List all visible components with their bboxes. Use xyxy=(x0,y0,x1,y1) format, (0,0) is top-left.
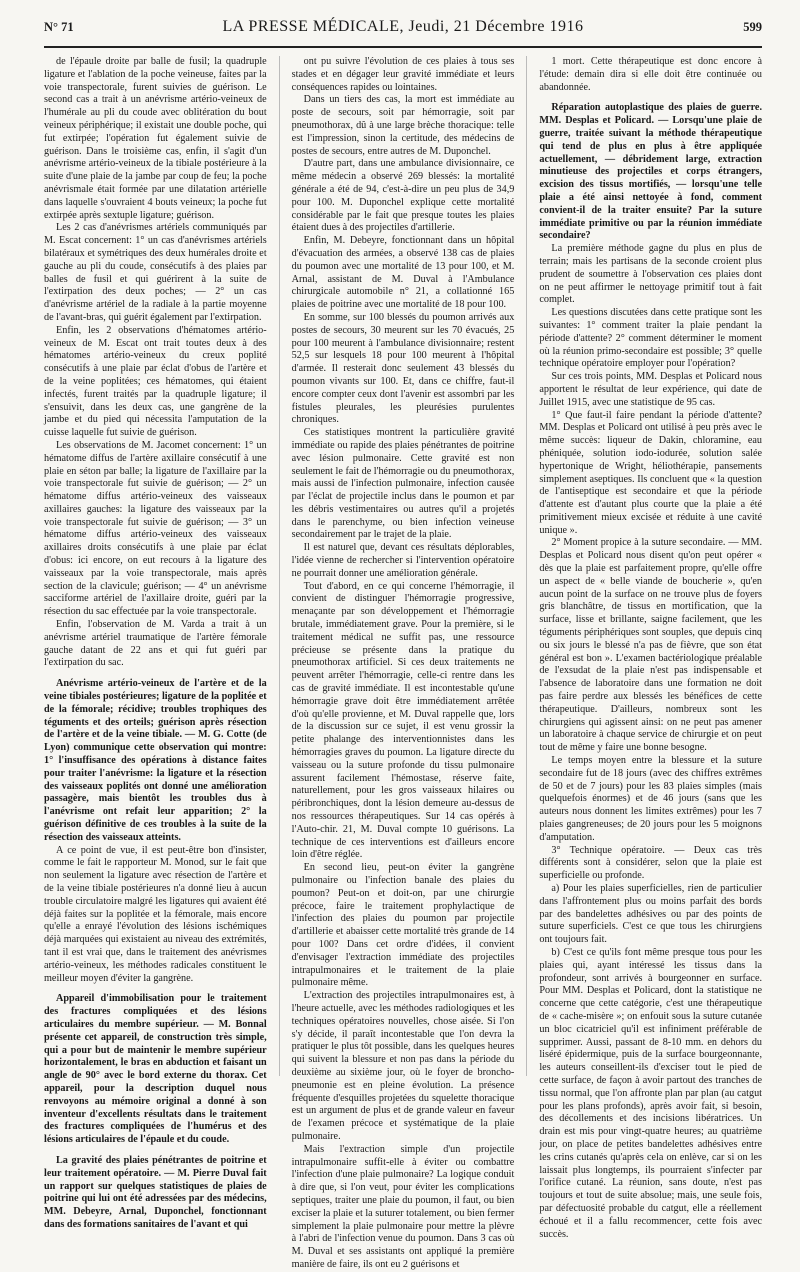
paragraph: Mais l'extraction simple d'un projectile intrapulmonaire suffit-elle à éviter ou combattre l'infection d'une plaie pulmonaire? La logique conduit à dire que, si l'on veut, pour éviter les complications septiques, traiter une plaie du poumon, il faut, ou bien exciser la plaie et la suturer totalement, ou bien fermer simplement la plaie pulmonaire pour mettre la plèvre à l'abri de l'infection venue du poumon. Dans 3 cas où M. Duval et ses assistants ont appliqué la première manière de faire, ils ont eu 2 guérisons et xyxy=(291,1143,515,1270)
paragraph: Tout d'abord, en ce qui concerne l'hémorragie, il convient de distinguer l'hémorragie progressive, menaçante par son développement et l'hémorragie brutale, immédiatement grave. Pour la première, si le traitement médical ne suffit pas, une ressource précieuse se présente dans la pratique du pneumothorax artificiel. Si ces deux traitements ne peuvent arrêter l'hémorragie, celle-ci rentre dans les cas de gravité immédiate. Il est incontestable qu'une hémorragie grave doit être immédiatement arrêtée d'où qu'elle provienne, et M. Duval rappelle que, lors de la discussion sur ce sujet, il est venu grossir la petite phalange des interventionnistes dans les hémorragies graves du poumon. La ligature directe du vaisseau ou la suture profonde du tissu pulmonaire assurent facilement l'hémostase, réserve faite, naturellement, pour les gros vaisseaux hilaires ou péribronchiques, dont la lésion demeure au-dessus de nos ressources thérapeutiques. Sur 14 cas opérés à l'Auto-chir. 21, M. Duval compte 10 guérisons. La technique de ces interventions est d'ailleurs encore loin d'être réglée. xyxy=(291,580,515,861)
paragraph: Enfin, les 2 observations d'hématomes artério-veineux de M. Escat ont trait toutes deux à des hématomes artério-veineux du creux poplité consécutifs à une plaie par éclat d'obus de l'artère et de la veine poplitées; ces hématomes, qui étaient infectés, furent traités par la quadruple ligature; il s'ensuivit, dans les deux cas, une gangrène de la jambe et du pied qui nécessita l'amputation de la cuisse laquelle fut suivie de guérison. xyxy=(44,324,267,439)
page-number: 599 xyxy=(743,20,762,34)
paragraph: Sur ces trois points, MM. Desplas et Policard nous apportent le résultat de leur expérience, qui date de Juillet 1915, avec une statistique de 95 cas. xyxy=(539,371,763,408)
paragraph: 1° Que faut-il faire pendant la période d'attente? MM. Desplas et Policard ont utilisé à peu près avec le même succès: liqueur de Dakin, chloramine, eau phéniquée, solution iodo-iodurée, solution salée hypertonique de Wright, héliothérapie, pansements simplement aseptiques. Ils concluent que « la question de l'antiseptique est secondaire et que la période d'attente est d'autant plus courte que la plaie a été primitivement mieux excisée et réduite à une cavité unique ». xyxy=(539,409,763,536)
column-divider xyxy=(279,56,280,1076)
paragraph: Les 2 cas d'anévrismes artériels communiqués par M. Escat concernent: 1° un cas d'anévrismes artériels bilatéraux et symétriques des deux humérales droite et gauche au pli du coude, consécutifs à des plaies par balles de fusil et qui guérirent à la suite de l'extirpation des deux poches; — 2° un cas d'anévrisme artériel de la radiale à la partie moyenne de l'avant-bras, qui guérit également par l'extirpation. xyxy=(44,222,267,323)
paragraph: Les observations de M. Jacomet concernent: 1° un hématome diffus de l'artère axillaire consécutif à une plaie en séton par balle; la ligature de l'axillaire par la voie transpectorale fut suivie de guérison; — 2° un hématome diffus artério-veineux des vaisseaux axillaires gauches: la ligature des vaisseaux par la voie transpectorale fut suivie de guérison; — 3° un hématome diffus artério-veineux des vaisseaux axillaires droits consécutifs à une plaie par éclat d'obus: ici encore, on eut recours à la ligature des vaisseaux par la voie transpectorale, mais après section de la clavicule; guérison; — 4° un anévrisme sacciforme artériel de l'axillaire droite, guéri par la résection du sac effectuée par la voie transpectorale. xyxy=(44,439,267,618)
paragraph: Dans un tiers des cas, la mort est immédiate au poste de secours, soit par hémorragie, soit par pneumothorax, dû à une large brèche thoracique: telle est l'impression, sinon la certitude, des médecins de postes de secours, entre autres de M. Duponchel. xyxy=(291,94,515,157)
page-header xyxy=(44,18,762,42)
paragraph: Ces statistiques montrent la particulière gravité immédiate ou rapide des plaies pénétrantes de poitrine avec lésion pulmonaire. Cette gravité est non seulement le fait de l'hémorragie ou du pneumothorax, mais aussi de l'infection pulmonaire, infection causée par l'éclat de projectile inclus dans le poumon et par les débris vestimentaires ou autres qu'il a projetés dans le parenchyme, ou bien infection veineuse secondairement par le trajet de la plaie. xyxy=(291,427,515,541)
section-paragraph: Réparation autoplastique des plaies de guerre. MM. Desplas et Policard. — Lorsqu'une plaie de guerre, traitée suivant la méthode thérapeutique qui tend de plus en plus à être appliquée actuellement, — débridement large, extraction minutieuse des projectiles et corps étrangers, excision des tissus mortifiés, — lorsqu'une telle plaie a été ainsi nettoyée à fond, comment convient-il de la traiter ensuite? Par la suture immédiate primitive ou par la réunion immédiate secondaire? xyxy=(539,102,763,242)
paragraph: Il est naturel que, devant ces résultats déplorables, l'idée vienne de rechercher si l'intervention opératoire ne pourrait donner une amélioration générale. xyxy=(291,542,515,579)
paragraph: 1 mort. Cette thérapeutique est donc encore à l'étude: demain dira si elle doit être continuée ou abandonnée. xyxy=(539,56,763,93)
article-columns xyxy=(44,56,763,1270)
column-divider xyxy=(526,56,527,1076)
column-2 xyxy=(291,56,515,1270)
paragraph: Le temps moyen entre la blessure et la suture secondaire fut de 18 jours (avec des chiffres extrêmes de 50 et de 7 jours) pour les 83 plaies simples (mais quelquefois énormes) et de 46 jours (sans que les auteurs nous donnent les limites extrêmes) pour les 7 plaies gangreneuses; de 20 jours pour les 5 moignons d'amputation. xyxy=(539,755,763,843)
paragraph: 2° Moment propice à la suture secondaire. — MM. Desplas et Policard nous disent qu'on peut opérer « dès que la plaie est parfaitement propre, qu'elle offre un aspect de « belle viande de boucherie », qu'en aucun point de la surface on ne trouve plus de foyers gris blanchâtre, de tissus en mortification, que la surface, lisse et brillante, saigne facilement, que les téguments périphériques sont souples, que depuis cinq ou six jours le blessé n'a pas de fièvre, que son état général est bon ». L'examen bactériologique préalable de l'exsudat de la plaie n'est pas indispensable et l'absence de laboratoire dans une formation ne doit pas faire perdre aux blessés les bénéfices de cette thérapeutique. D'ailleurs, nombreux sont les chirurgiens qui agissent ainsi: on ne peut pas amener un laboratoire à chaque service de chirurgie et on peut tout de même y faire une bonne besogne. xyxy=(539,537,763,754)
paragraph: En somme, sur 100 blessés du poumon arrivés aux postes de secours, 30 meurent sur les 70 évacués, 25 pour 100 meurent à l'ambulance divisionnaire; restent 52,5 sur lesquels 18 pour 100 meurent à l'hôpital d'armée. Il resterait donc seulement 43 blessés du poumon vivants sur 100. Et, dans ce chiffre, faut-il encore compter ceux dont l'avenir est assombri par les fistules pleurales, les pleurésies purulentes chroniques. xyxy=(291,311,515,426)
column-3 xyxy=(539,56,763,1240)
paragraph: Enfin, l'observation de M. Varda a trait à un anévrisme artériel traumatique de l'artère fémorale gauche datant de 22 ans et qui fut guéri par l'extirpation du sac. xyxy=(44,619,267,669)
paragraph: 3° Technique opératoire. — Deux cas très différents sont à considérer, selon que la plaie est superficielle ou profonde. xyxy=(539,844,763,882)
paragraph: Enfin, M. Debeyre, fonctionnant dans un hôpital d'évacuation des armées, a observé 138 cas de plaies du poumon avec une mortalité de 13 pour 100, et M. Arnal, assistant de M. Duval à l'Ambulance chirurgicale automobile n° 21, a collationné 165 plaies de poitrine avec une mortalité de 18 pour 100. xyxy=(291,235,515,311)
section-paragraph: Appareil d'immobilisation pour le traitement des fractures compliquées et des lésions articulaires du membre supérieur. — M. Bonnal présente cet appareil, de construction très simple, qui a pour but de maintenir le membre supérieur horizontalement, le bras en abduction et faisant un angle de 90° avec le bord externe du thorax. Cet appareil, pour la description duquel nous renvoyons au mémoire original a donné à son inventeur d'excellents résultats dans le traitement des fractures compliquées de l'humérus et des lésions articulaires de l'épaule et du coude. xyxy=(44,993,267,1146)
issue-number: N° 71 xyxy=(44,20,74,34)
paragraph: En second lieu, peut-on éviter la gangrène pulmonaire ou l'infection banale des plaies du poumon? Peut-on et doit-on, par une chirurgie précoce, faire le traitement prophylactique de l'infection des plaies du poumon par projectile d'artillerie et abaisser cette mortalité très grande de 14 pour 100? Dans cet ordre d'idées, il convient d'envisager l'extraction immédiate des projectiles intrapulmonaires et le traitement de la plaie pulmonaire même. xyxy=(291,862,515,989)
column-1 xyxy=(44,56,267,1230)
paragraph: L'extraction des projectiles intrapulmonaires est, à l'heure actuelle, avec les méthodes radiologiques et les techniques opératoires nouvelles, chose aisée. Si l'on s'y décide, il paraît incontestable que l'on devra la pratiquer le plus tôt possible, dans les quelques heures qui suivent la blessure et non pas dans la période du deuxième au sixième jour, où le foyer de broncho-pneumonie est en pleine évolution. La présence fréquente d'esquilles projetées du squelette thoracique est un argument de plus et de grande valeur en faveur de l'examen précoce et systématique de la plaie pulmonaire. xyxy=(291,990,515,1142)
paragraph: D'autre part, dans une ambulance divisionnaire, ce même médecin a observé 269 blessés: la mortalité générale a été de 94, c'est-à-dire un peu plus de 34,9 pour 100. M. Duponchel explique cette mortalité considérable par le fait que presque toutes les plaies étaient dues à des projectiles d'artillerie. xyxy=(291,158,515,234)
header-rule xyxy=(44,46,762,48)
section-paragraph: Anévrisme artério-veineux de l'artère et de la veine tibiales postérieures; ligature de la poplitée et de la fémorale; récidive; troubles trophiques des téguments et des orteils; guérison après résection de l'artère et de la veine tibiale. — M. G. Cotte (de Lyon) communique cette observation qui montre: 1° l'insuffisance des opérations à distance faites pour traiter l'anévrisme: la ligature et la résection des vaisseaux poplités ont donné une amélioration passagère, mais bientôt les troubles dus à l'anévrisme ont refait leur apparition; 2° la guérison définitive de ces troubles à la suite de la résection des vaisseaux atteints. xyxy=(44,678,267,843)
paragraph: b) C'est ce qu'ils font même presque tous pour les plaies qui, ayant intéressé les tissus dans la profondeur, sont arrivés à bourgeonner en surface. Pour MM. Desplas et Policard, dont la statistique ne concerne que cette catégorie, c'est une thérapeutique de « cache-misère »; on enfouit sous la suture cutanée un bloc cicatriciel qu'il est infiniment préférable de supprimer. Aussi, passant de 8-10 mm. en dehors du liséré épidermique, puis de la surface bourgeonnante, les auteurs conseillent-ils d'exciser tout le pied de cette surface, de façon à avoir partout des tranches de tissu normal, que l'on affronte plan par plan (au catgut pour les plans profonds), après avoir fait, si besoin, des décollements et des incisions libératrices. Un drain est mis pour vingt-quatre heures; au quatrième jour, on place de petites bandelettes adhésives entre les crins cutanés qu'après cela on enlève, car si on les laissait plus longtemps, ils pourraient s'infecter par l'orifice cutané. La réunion, sans doute, n'est pas toujours et tout de suite absolue; mais, une seule fois, par défectuosité probable du catgut, elle a réellement échoué et il a fallu recommencer, cette fois avec succès. xyxy=(539,946,763,1240)
paragraph: ont pu suivre l'évolution de ces plaies à tous ses stades et en dégager leur gravité immédiate et leurs conséquences rapides ou lointaines. xyxy=(291,56,515,93)
journal-title: LA PRESSE MÉDICALE, Jeudi, 21 Décembre 1916 xyxy=(222,18,584,35)
paragraph: Les questions discutées dans cette pratique sont les suivantes: 1° comment traiter la plaie pendant la période d'attente? 2° comment déterminer le moment où la réunion primo-secondaire est possible; 3° quelle technique opératoire employer pour l'opération? xyxy=(539,307,763,370)
section-paragraph: La gravité des plaies pénétrantes de poitrine et leur traitement opératoire. — M. Pierre Duval fait un rapport sur quelques statistiques de plaies de poitrine qui lui ont été adressées par des médecins, MM. Debeyre, Arnal, Duponchel, fonctionnant dans des formations sanitaires de l'avant et qui xyxy=(44,1154,267,1230)
paragraph: A ce point de vue, il est peut-être bon d'insister, comme le fait le rapporteur M. Monod, sur le fait que non seulement la ligature avec résection de l'artère et de la veine tibiale postérieures n'a donné lieu à aucun trouble circulatoire malgré les ligatures qui avaient été déjà faites sur la poplitée et la fémorale, mais encore qu'elle a enrayé l'évolution des lésions ischémiques déjà marquées qui existaient au niveau des extrémités, tant il est vrai que, dans le traitement des anévrismes artério-veineux, les méthodes radicales constituent le meilleur moyen d'éviter la gangrène. xyxy=(44,844,267,984)
paragraph: a) Pour les plaies superficielles, rien de particulier dans l'affrontement plus ou moins parfait des bords par des bandelettes adhésives ou par des points de suture superficiels. C'est ce que tous les chirurgiens ont toujours fait. xyxy=(539,883,763,946)
paragraph: de l'épaule droite par balle de fusil; la quadruple ligature et l'ablation de la poche veineuse, faites par la voie transpectorale, furent suivies de guérison. Le second cas a trait à un anévrisme artério-veineux de l'humérale au pli du coude avec oblitération du bout veineux périphérique; il existait une double poche, qui fut extirpée; l'opération fut également suivie de guérison. Dans le troisième cas, enfin, il s'agit d'un anévrisme artério-veineux de la tibiale postérieure à la suite d'une plaie de la jambe par coup de feu; la poche anévrismale était formée par une dilatation artérielle dans laquelle s'ouvraient 4 bouts veineux; la poche fut extirpée après sextuple ligature; guérison. xyxy=(44,56,267,221)
paragraph: La première méthode gagne du plus en plus de terrain; mais les partisans de la seconde croient plus prudent de soumettre à l'observation ces plaies dont on ne peut affirmer le nettoyage primitif tout à fait complet. xyxy=(539,243,763,306)
